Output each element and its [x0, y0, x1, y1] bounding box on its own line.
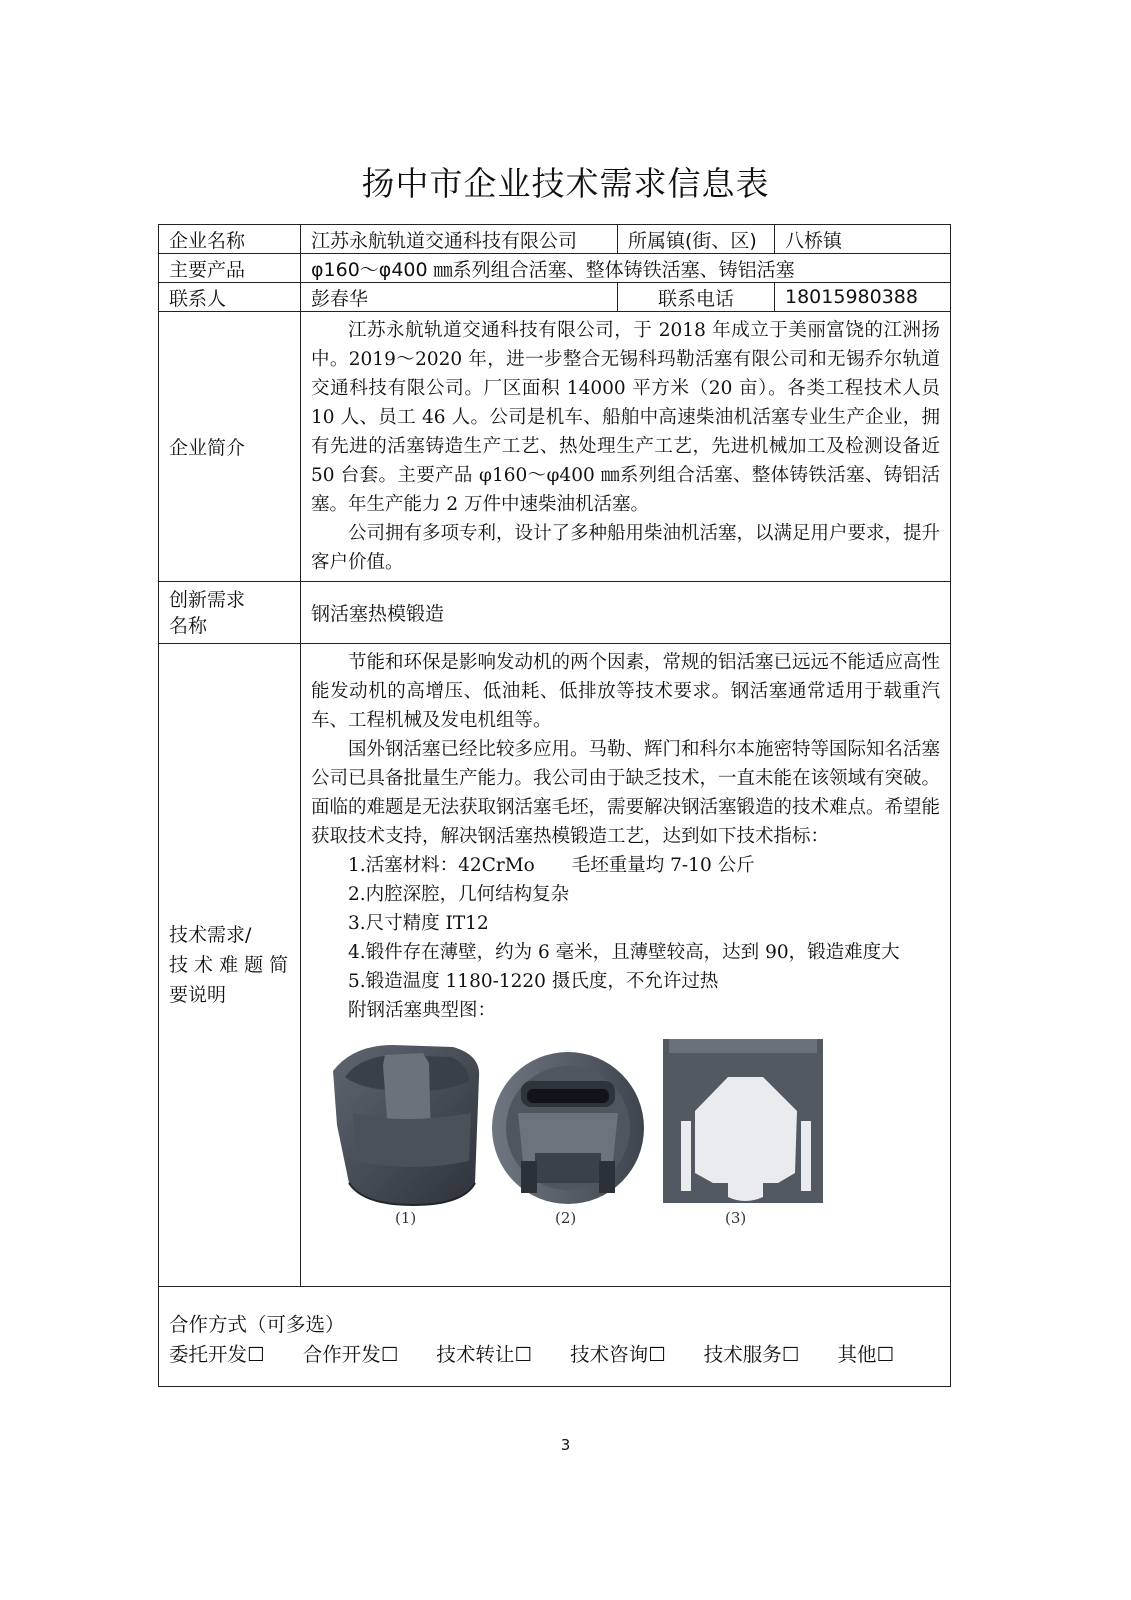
piston-illustrations [323, 1033, 831, 1237]
contact-value: 彭春华 [301, 283, 618, 312]
option-technical-service[interactable]: 技术服务☐ [703, 1342, 800, 1366]
intro-paragraph-2: 公司拥有多项专利，设计了多种船用柴油机活塞，以满足用户要求，提升客户价值。 [311, 523, 941, 573]
info-table [158, 224, 951, 1387]
company-name-value: 江苏永航轨道交通科技有限公司 [301, 225, 618, 254]
tech-label-line2: 技 术 难 题 简 [169, 954, 289, 976]
intro-label: 企业简介 [159, 312, 301, 582]
figure-intro: 附钢活塞典型图： [348, 1000, 497, 1021]
innovation-value: 钢活塞热模锻造 [301, 582, 951, 644]
piston-figure [323, 1033, 831, 1237]
tech-item-3: 3.尺寸精度 IT12 [348, 913, 489, 934]
caption-3: (3) [725, 1209, 747, 1227]
option-cooperative-development[interactable]: 合作开发☐ [302, 1342, 399, 1366]
product-value: φ160～φ400 ㎜系列组合活塞、整体铸铁活塞、铸铝活塞 [301, 254, 951, 283]
tech-item-4: 4.锻件存在薄壁，约为 6 毫米，且薄壁较高，达到 90，锻造难度大 [348, 942, 900, 963]
town-value: 八桥镇 [775, 225, 951, 254]
piston-image-2 [492, 1052, 644, 1204]
product-label: 主要产品 [159, 254, 301, 283]
tech-item-5: 5.锻造温度 1180-1220 摄氏度，不允许过热 [348, 971, 719, 992]
caption-2: (2) [555, 1209, 577, 1227]
phone-value: 18015980388 [775, 283, 951, 312]
tech-paragraph-1: 节能和环保是影响发动机的两个因素，常规的铝活塞已远远不能适应高性能发动机的高增压、低油耗、低排放等技术要求。钢活塞通常适用于载重汽车、工程机械及发电机组等。 [311, 652, 941, 731]
cooperation-label: 合作方式（可多选） [169, 1312, 345, 1336]
intro-paragraph-1: 江苏永航轨道交通科技有限公司，于 2018 年成立于美丽富饶的江洲扬中。2019～2020 年，进一步整合无锡科玛勒活塞有限公司和无锡乔尔轨道交通科技有限公司。厂区面积 14000 平方米（20 亩）。各类工程技术人员 10 人、员工 46 人。公司是机车、船舶中高速柴油机活塞专业生产企业，拥有先进的活塞铸造生产工艺、热处理生产工艺，先进机械加工及检测设备近 50 台套。主要产品 φ160～φ400 ㎜系列组合活塞、整体铸铁活塞、铸铝活塞。年生产能力 2 万件中速柴油机活塞。 [311, 320, 940, 515]
page-title: 扬中市企业技术需求信息表 [361, 164, 770, 203]
phone-label: 联系电话 [618, 283, 775, 312]
cooperation-options [169, 1340, 940, 1370]
option-other[interactable]: 其他☐ [837, 1342, 894, 1366]
piston-image-3 [663, 1039, 823, 1203]
innovation-label-line1: 创新需求 [169, 588, 246, 611]
page-number: 3 [560, 1436, 571, 1454]
option-entrusted-development[interactable]: 委托开发☐ [169, 1342, 265, 1366]
tech-item-2: 2.内腔深腔，几何结构复杂 [348, 884, 570, 905]
innovation-label-line2: 名称 [169, 614, 208, 637]
option-technical-consulting[interactable]: 技术咨询☐ [570, 1342, 666, 1366]
contact-label: 联系人 [159, 283, 301, 312]
caption-1: (1) [395, 1209, 417, 1227]
piston-image-1 [333, 1045, 479, 1205]
town-label: 所属镇(街、区) [618, 225, 775, 254]
tech-label-line1: 技术需求/ [169, 924, 252, 946]
tech-item-1: 1.活塞材料：42CrMo 毛坯重量均 7-10 公斤 [348, 855, 755, 876]
tech-label-line3: 要说明 [169, 984, 227, 1006]
tech-paragraph-2: 国外钢活塞已经比较多应用。马勒、辉门和科尔本施密特等国际知名活塞公司已具备批量生产能力。我公司由于缺乏技术，一直未能在该领域有突破。面临的难题是无法获取钢活塞毛坯，需要解决钢活塞锻造的技术难点。希望能获取技术支持，解决钢活塞热模锻造工艺，达到如下技术指标： [311, 739, 941, 847]
company-name-label: 企业名称 [159, 225, 301, 254]
option-technology-transfer[interactable]: 技术转让☐ [436, 1342, 532, 1366]
